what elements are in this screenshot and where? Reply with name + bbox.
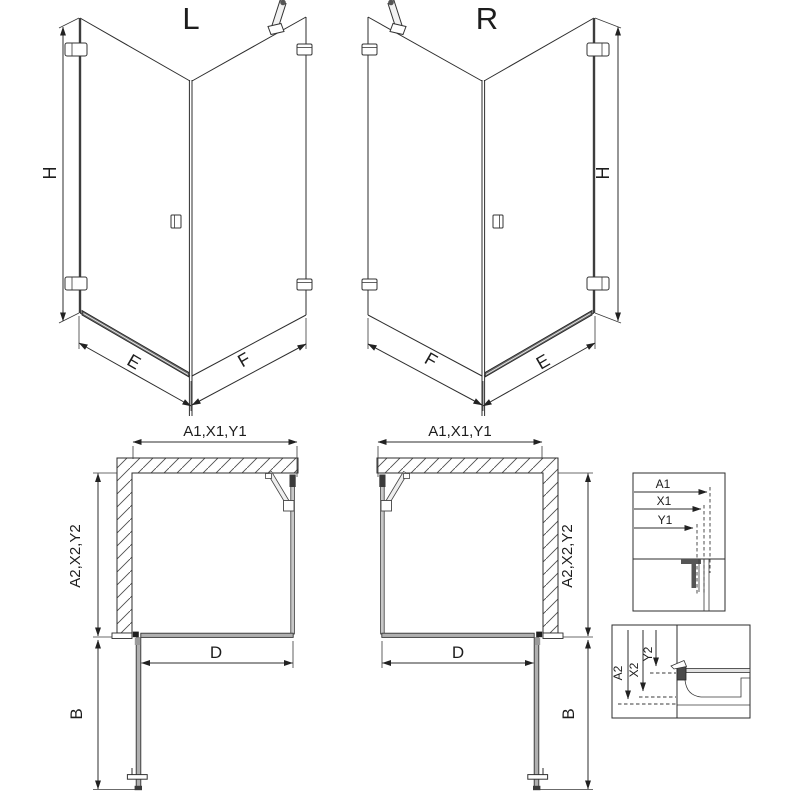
panel-top-edge bbox=[368, 17, 482, 81]
door-handle-plan bbox=[528, 775, 548, 780]
hinge-bottom bbox=[587, 277, 609, 290]
support-bar bbox=[388, 0, 406, 34]
dim-A1-label: A1,X1,Y1 bbox=[183, 423, 247, 440]
door-end-cap-plan bbox=[135, 786, 142, 790]
plan-view-right bbox=[377, 423, 593, 790]
wall-end-profile bbox=[543, 633, 563, 639]
wall-profile-plan bbox=[379, 475, 385, 488]
open-door-plan bbox=[528, 632, 548, 791]
dim-E-label: E bbox=[123, 350, 145, 374]
wall-bracket-top-body bbox=[297, 44, 312, 55]
fixed-glass-plan bbox=[381, 475, 385, 634]
dim-D-label: D bbox=[451, 643, 465, 662]
wall-end-profile bbox=[112, 633, 132, 639]
dim-H-tick-bottom bbox=[595, 313, 621, 323]
door-top-edge bbox=[80, 18, 190, 81]
dim-B-left bbox=[67, 640, 136, 790]
door-handle-knob bbox=[171, 215, 181, 228]
hinge-top-body bbox=[65, 43, 87, 56]
wall-bracket-section bbox=[681, 559, 701, 564]
wall-bracket-top-body bbox=[362, 44, 377, 55]
door-handle-knob bbox=[493, 215, 503, 228]
door-top-edge bbox=[484, 18, 594, 81]
hinge-section-detail bbox=[671, 661, 750, 706]
strut-wall-mount bbox=[404, 474, 410, 479]
dim-F-label: F bbox=[421, 348, 441, 372]
view-right-title: R bbox=[475, 1, 499, 36]
dim-A1-label: A1,X1,Y1 bbox=[428, 423, 492, 440]
detail-A1-label: A1 bbox=[655, 477, 671, 491]
dim-H-tick-bottom bbox=[59, 313, 79, 323]
dim-E-label: E bbox=[532, 350, 554, 374]
detail-horizontal-dims bbox=[633, 473, 725, 611]
door-hinge-plan bbox=[536, 632, 542, 638]
dim-H-label: H bbox=[40, 166, 60, 180]
handle-body bbox=[171, 215, 181, 228]
iso-view-left bbox=[40, 0, 312, 416]
door-hinge-block-plan bbox=[135, 638, 141, 645]
wall-profile-plan bbox=[290, 475, 296, 488]
bracket-arm-section bbox=[692, 559, 697, 588]
hinge-bottom-body bbox=[587, 277, 609, 290]
dim-F-label: F bbox=[234, 348, 254, 372]
fixed-panel-right-view bbox=[368, 17, 482, 376]
door-glass-section bbox=[686, 669, 750, 673]
detail-A2-label: A2 bbox=[611, 665, 625, 681]
door-hinge-plan bbox=[133, 632, 139, 638]
support-bar-clamp bbox=[268, 24, 284, 35]
dim-E-right bbox=[483, 316, 595, 406]
dim-H-label: H bbox=[593, 166, 613, 180]
wall-bracket-bottom bbox=[362, 279, 377, 290]
wall-bracket-top bbox=[362, 44, 377, 55]
door-end-cap-plan bbox=[533, 786, 540, 790]
detail-box bbox=[633, 473, 725, 611]
support-bar bbox=[268, 0, 286, 34]
wall-bracket-bottom-body bbox=[297, 279, 312, 290]
hinge-bottom-body bbox=[65, 277, 87, 290]
wall-hatched bbox=[117, 458, 298, 633]
view-left-title: L bbox=[182, 1, 200, 36]
dim-F-line bbox=[192, 344, 306, 405]
dim-F-left bbox=[192, 318, 306, 405]
detail-X2-label: X2 bbox=[627, 662, 641, 678]
hinge-top bbox=[587, 43, 609, 56]
iso-view-right bbox=[362, 0, 621, 416]
door-glass-plan bbox=[136, 638, 141, 787]
dim-H-tick-top bbox=[595, 18, 621, 28]
threshold-plan bbox=[141, 633, 293, 637]
dim-A2-right bbox=[558, 473, 593, 637]
tray-profile-line bbox=[701, 678, 750, 697]
dim-B-label: B bbox=[67, 708, 86, 720]
wall-bracket-bottom-body bbox=[362, 279, 377, 290]
door-panel-left-view bbox=[80, 18, 190, 377]
support-bar-clamp bbox=[390, 24, 406, 35]
hinge-top-body bbox=[587, 43, 609, 56]
detail-X1-label: X1 bbox=[656, 494, 672, 508]
hinge-bottom bbox=[65, 277, 87, 290]
detail-vertical-dims bbox=[611, 625, 750, 718]
open-door-plan bbox=[127, 632, 147, 791]
dim-D-right bbox=[382, 641, 534, 668]
door-glass-plan bbox=[534, 638, 539, 787]
dim-A2-label: A2,X2,Y2 bbox=[559, 524, 576, 588]
door-swing-arc bbox=[685, 680, 701, 697]
plan-view-left bbox=[67, 423, 298, 790]
handle-body bbox=[493, 215, 503, 228]
dim-H-tick-top bbox=[59, 18, 79, 28]
dim-A2-left bbox=[67, 473, 117, 637]
fixed-panel-left-view bbox=[192, 17, 306, 376]
fixed-glass-plan bbox=[291, 475, 295, 634]
strut-wall-mount bbox=[266, 474, 272, 479]
detail-Y1-label: Y1 bbox=[657, 513, 673, 527]
wall-hatched bbox=[377, 458, 558, 633]
panel-top-edge bbox=[192, 17, 306, 81]
dim-F-right bbox=[368, 318, 483, 411]
dim-B-right bbox=[540, 640, 593, 790]
wall-bracket-top bbox=[297, 44, 312, 55]
dim-D-left bbox=[142, 641, 294, 668]
door-hinge-block-plan bbox=[535, 638, 541, 645]
detail-Y2-label: Y2 bbox=[641, 646, 655, 662]
dim-B-label: B bbox=[559, 708, 578, 720]
dim-A2-label: A2,X2,Y2 bbox=[67, 524, 84, 588]
door-handle-plan bbox=[127, 775, 147, 780]
strut-clamp bbox=[381, 501, 392, 512]
hinge-top bbox=[65, 43, 87, 56]
door-panel-right-view bbox=[484, 18, 594, 377]
dim-D-label: D bbox=[209, 643, 223, 662]
dim-F-line bbox=[368, 344, 482, 405]
strut-clamp bbox=[284, 501, 295, 512]
threshold-plan bbox=[382, 633, 534, 637]
wall-bracket-bottom bbox=[297, 279, 312, 290]
